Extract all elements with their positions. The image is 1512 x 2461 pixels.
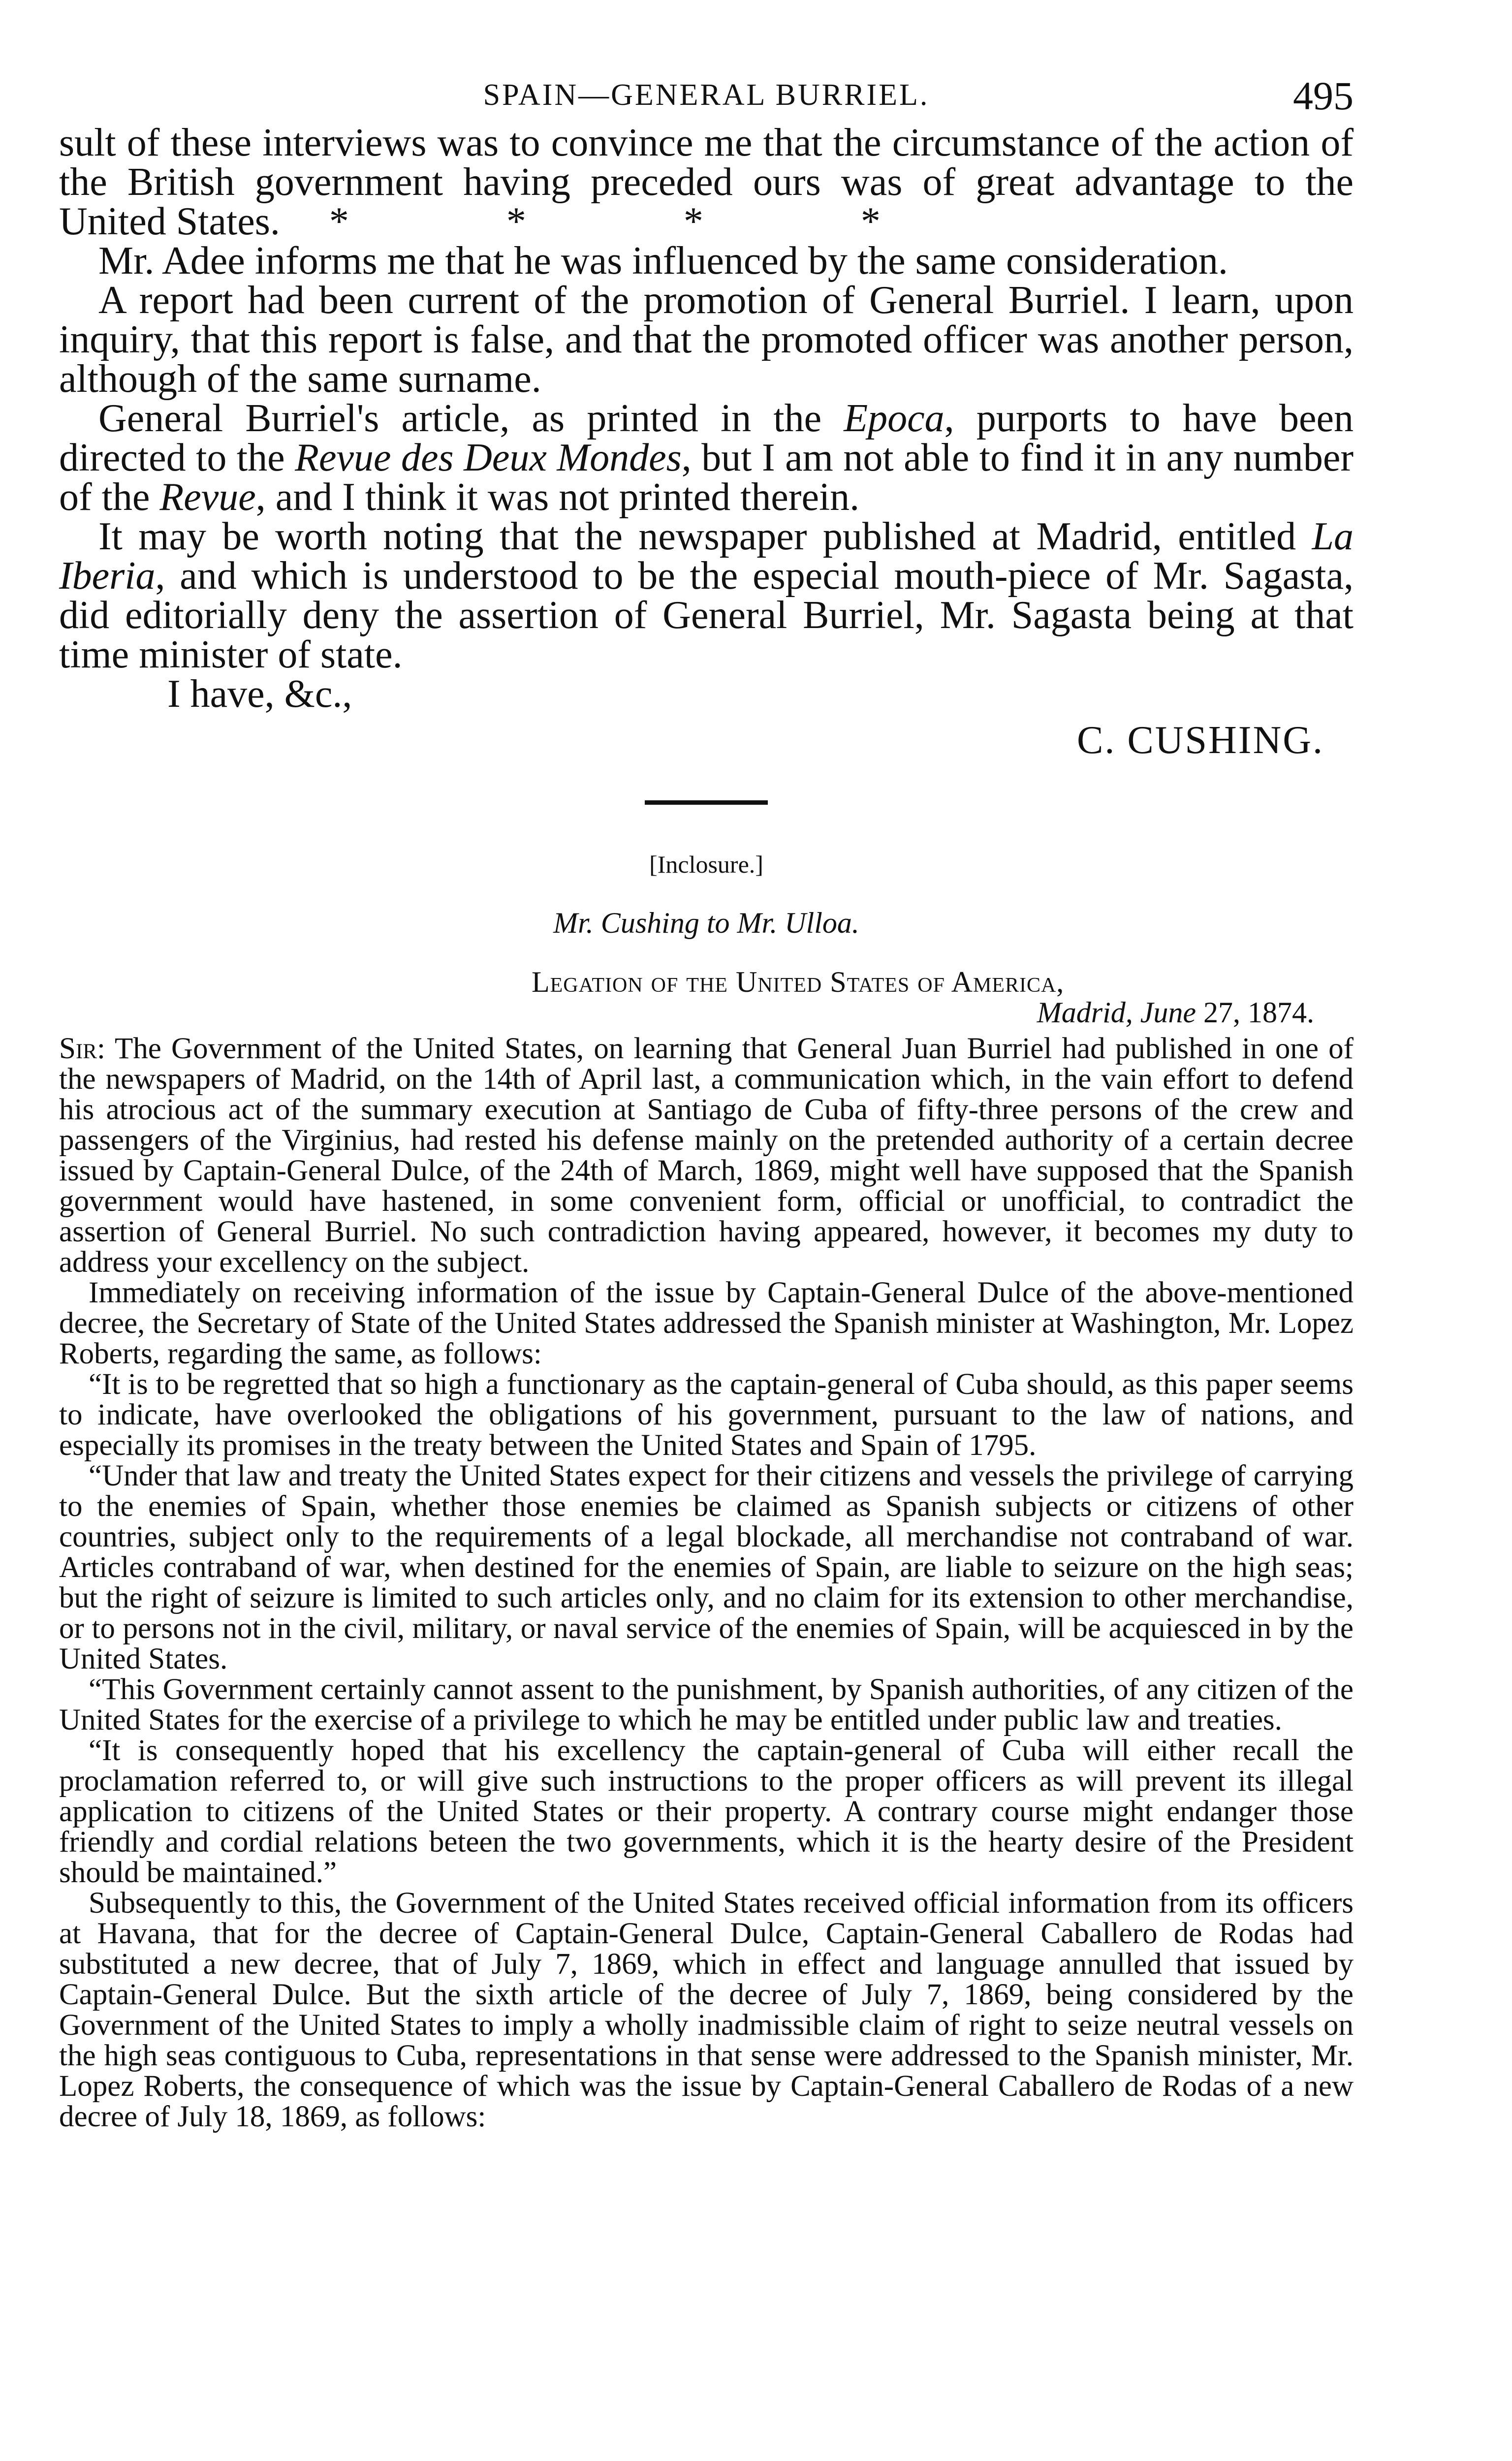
paragraph: Sir: The Government of the United States, on learning that General Juan Burriel had published in one of the newspapers of Madrid, on the 14th of April last, a communication which, in the vain effort to defend his atrocious act of the summary execution at Santiago de Cuba of fifty-three persons of the crew and passengers of the Virginius, had rested his defense mainly on the pretended authority of a certain decree issued by Captain-General Dulce, of the 24th of March, 1869, might well have supposed that the Spanish government would have hastened, in some convenient form, official or unofficial, to contradict the assertion of General Burriel. No such contradiction having appeared, however, it becomes my duty to address your excellency on the subject. [59,1032,1354,1279]
journal-title: Revue des Deux Mondes [295,436,682,479]
page-number: 495 [1293,73,1354,118]
paragraph: It may be worth noting that the newspaper published at Madrid, entitled La Iberia, and which is understood to be the especial mouth-piece of Mr. Sagasta, did editorially deny the assertion of General Burriel, Mr. Sagasta being at that time minister of state. [59,515,1354,676]
quoted-paragraph: “Under that law and treaty the United States expect for their citizens and vessels the privilege of carrying to the enemies of Spain, whether those enemies be claimed as Spanish subjects or citizens of other countries, subject only to the requirements of a legal blockade, all merchandise not contraband of war. Articles contraband of war, when destined for the enemies of Spain, are liable to seizure on the high seas; but the right of seizure is limited to such articles only, and no claim for its extension to other merchandise, or to persons not in the civil, military, or naval service of the enemies of Spain, will be acquiesced in by the United States. [59,1459,1354,1675]
paragraph: sult of these interviews was to convince me that the circumstance of the action of the British government having preceded ours was of great advantage to the United States. * * * * [59,121,1354,243]
newspaper-title: Epoca [844,397,945,440]
salutation: Sir [59,1032,97,1065]
running-title: SPAIN—GENERAL BURRIEL. [483,78,930,112]
dispatch-body [59,123,1354,760]
newspaper-title: La Iberia [59,515,1354,598]
quoted-paragraph: “It is consequently hoped that his excellency the captain-general of Cuba will either recall the proclamation referred to, or will give such instructions to the proper officers as will prevent its illegal application to citizens of the United States or their property. A contrary course might endanger those friendly and cordial relations beteen the two governments, which it is the hearty desire of the President should be maintained.” [59,1734,1354,1889]
running-header [59,69,1354,123]
section-divider [645,800,768,805]
letter-title: Mr. Cushing to Mr. Ulloa. [553,907,859,939]
legation-line: Legation of the United States of America, [532,966,1065,998]
quoted-paragraph: “This Government certainly cannot assent to the punishment, by Spanish authorities, of any citizen of the United States for the exercise of a privilege to which he may be entitled under public law and treaties. [59,1673,1354,1736]
quoted-paragraph: “It is to be regretted that so high a functionary as the captain-general of Cuba should, as this paper seems to indicate, have overlooked the obligations of his government, pursuant to the law of nations, and especially its promises in the treaty between the United States and Spain of 1795. [59,1368,1354,1462]
journal-title: Revue [159,475,256,519]
letter-body [59,1034,1354,2132]
paragraph: A report had been current of the promotion of General Burriel. I learn, upon inquiry, that this report is false, and that the promoted officer was another person, although of the same surname. [59,279,1354,401]
signature: C. CUSHING. [1077,719,1324,762]
paragraph: Mr. Adee informs me that he was influenced by the same consideration. [98,239,1228,283]
letter-heading [59,967,1354,1028]
closing: I have, &c., [167,672,352,716]
paragraph: Subsequently to this, the Government of the United States received official information from its officers at Havana, that for the decree of Captain-General Dulce, Captain-General Caballero de Rodas had substituted a new decree, that of July 7, 1869, which in effect and language annulled that issued by Captain-General Dulce. But the sixth article of the decree of July 7, 1869, being considered by the Government of the United States to imply a wholly inadmissible claim of right to seize neutral vessels on the high seas contiguous to Cuba, representations in that sense were addressed to the Spanish minister, Mr. Lopez Roberts, the consequence of which was the issue by Captain-General Caballero de Rodas of a new decree of July 18, 1869, as follows: [59,1887,1354,2133]
document-page [59,69,1354,2132]
ellipsis-stars: * * * * [329,200,881,243]
paragraph: Immediately on receiving information of the issue by Captain-General Dulce of the above-mentioned decree, the Secretary of State of the United States addressed the Spanish minister at Washington, Mr. Lopez Roberts, regarding the same, as follows: [59,1276,1354,1370]
enclosure-label: [Inclosure.] [649,851,763,878]
dateline: Madrid, June 27, 1874. [1037,996,1314,1029]
paragraph: General Burriel's article, as printed in the Epoca, purports to have been directed to the Revue des Deux Mondes, but I am not able to find it in any number of the Revue, and I think it was not printed therein. [59,397,1354,519]
